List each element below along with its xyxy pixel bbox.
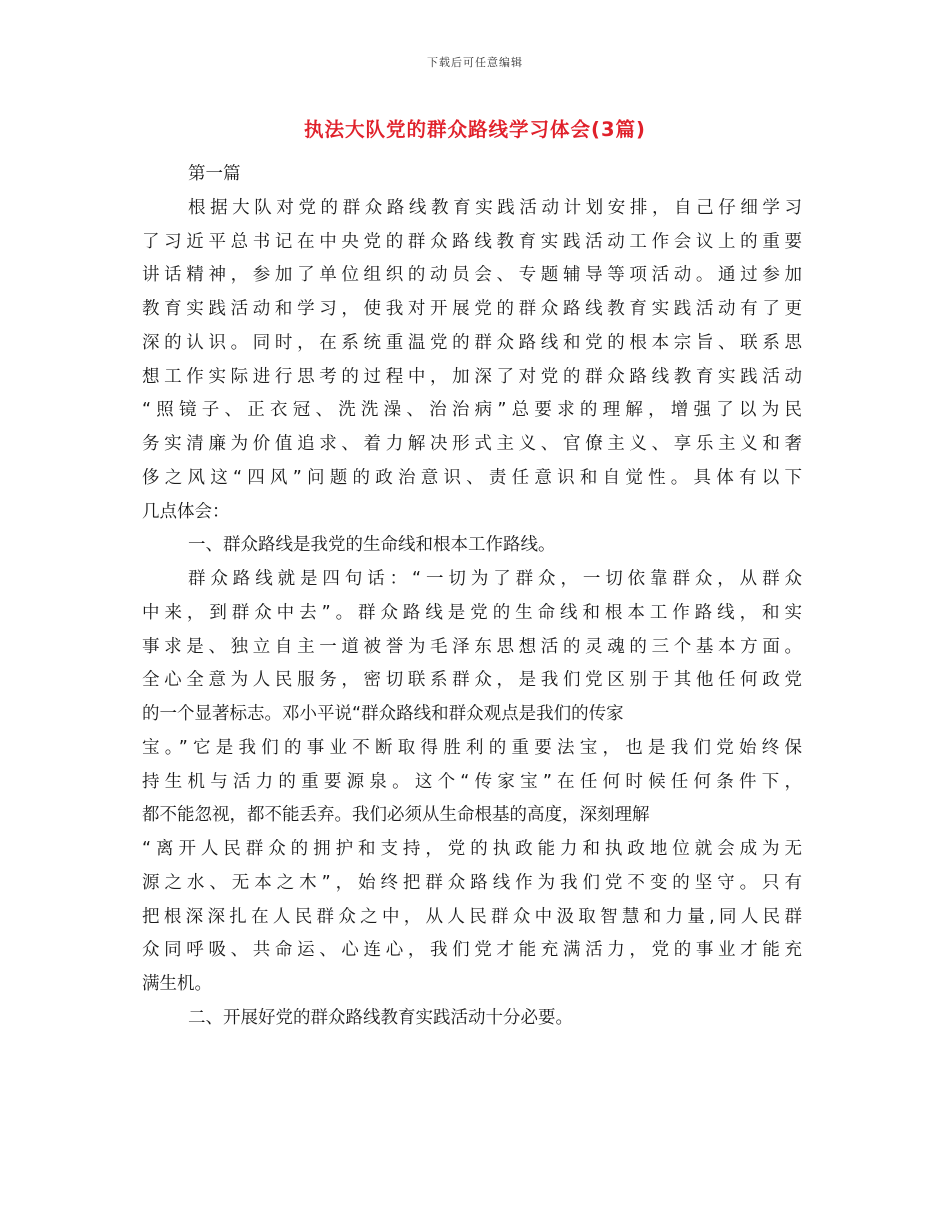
body-text-line: “离开人民群众的拥护和支持，党的执政能力和执政地位就会成为无	[142, 839, 802, 859]
body-text-line: 众同呼吸、共命运、心连心，我们党才能充满活力，党的事业才能充	[142, 940, 802, 961]
body-text-line: 源之水、无本之木”，始终把群众路线作为我们党不变的坚守。只有	[142, 872, 802, 893]
body-text-line: 把根深深扎在人民群众之中，从人民群众中汲取智慧和力量,同人民群	[142, 906, 802, 927]
header-note: 下载后可任意编辑	[427, 56, 523, 69]
body-text-line: 二、开展好党的群众路线教育实践活动十分必要。	[188, 1007, 573, 1028]
body-text-line: 的一个显著标志。邓小平说“群众路线和群众观点是我们的传家	[142, 704, 624, 724]
body-text-line: 了习近平总书记在中央党的群众路线教育实践活动工作会议上的重要	[142, 231, 802, 252]
body-text-line: 深的认识。同时，在系统重温党的群众路线和党的根本宗旨、联系思	[142, 332, 802, 353]
body-text-line: 讲话精神，参加了单位组织的动员会、专题辅导等项活动。通过参加	[142, 265, 802, 286]
body-text-line: 想工作实际进行思考的过程中，加深了对党的群众路线教育实践活动	[142, 366, 802, 387]
body-text-line: 满生机。	[142, 974, 212, 994]
body-text-line: 侈之风这“四风”问题的政治意识、责任意识和自觉性。具体有以下	[142, 467, 802, 488]
body-text-line: 宝。”它是我们的事业不断取得胜利的重要法宝，也是我们党始终保	[142, 737, 802, 758]
body-text-line: 事求是、独立自主一道被誉为毛泽东思想活的灵魂的三个基本方面。	[142, 636, 802, 657]
body-text-line: 根据大队对党的群众路线教育实践活动计划安排，自己仔细学习	[188, 197, 802, 218]
body-text-line: 几点体会：	[142, 501, 230, 522]
body-text-line: 都不能忽视，都不能丢弃。我们必须从生命根基的高度，深刻理解	[142, 805, 650, 826]
body-text-line: 第一篇	[188, 164, 241, 184]
body-text-line: 一、群众路线是我党的生命线和根本工作路线。	[188, 535, 556, 556]
body-text-line: 持生机与活力的重要源泉。这个“传家宝”在任何时候任何条件下，	[142, 771, 802, 792]
body-text-line: 全心全意为人民服务，密切联系群众，是我们党区别于其他任何政党	[142, 670, 802, 691]
body-text-line: 教育实践活动和学习，使我对开展党的群众路线教育实践活动有了更	[142, 299, 802, 319]
body-text-line: “照镜子、正衣冠、洗洗澡、治治病”总要求的理解，增强了以为民	[142, 400, 802, 421]
body-text-line: 务实清廉为价值追求、着力解决形式主义、官僚主义、享乐主义和奢	[142, 434, 802, 454]
body-text-line: 中来，到群众中去”。群众路线是党的生命线和根本工作路线，和实	[142, 602, 802, 623]
body-text-line: 群众路线就是四句话：“一切为了群众，一切依靠群众，从群众	[188, 569, 802, 589]
document-body	[142, 158, 802, 1036]
document-title: 执法大队党的群众路线学习体会(3篇)	[304, 118, 646, 141]
